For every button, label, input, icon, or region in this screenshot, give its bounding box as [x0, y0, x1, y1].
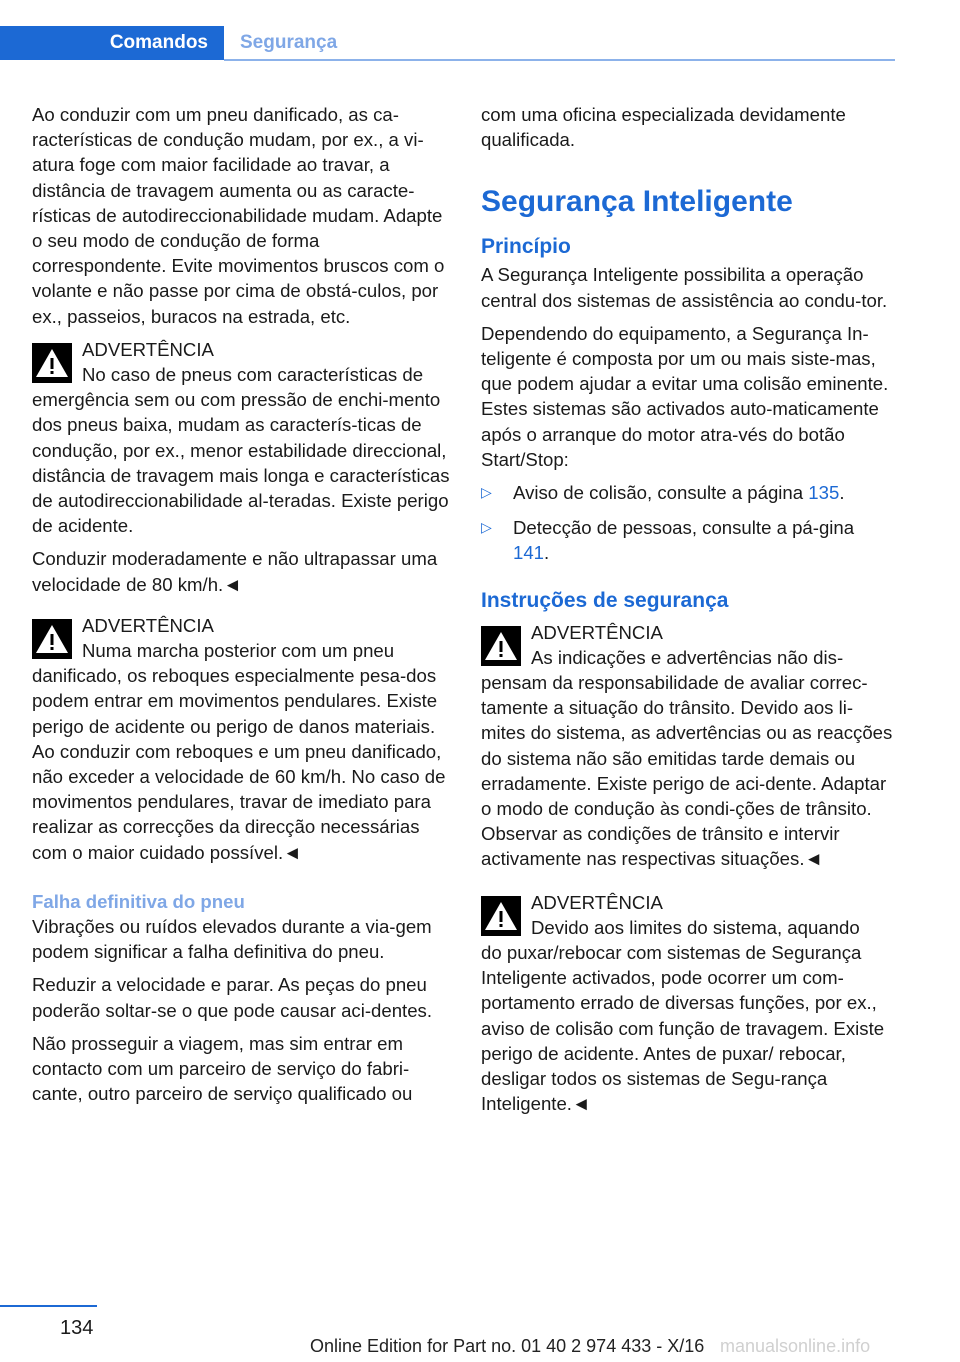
warning-body: emergência sem ou com pressão de enchi-mento dos pneus baixa, mudam as caracterís-ticas de condução, por ex., menor estabilidade direccional, distância de travagem mais longa e características de autodireccionabilidade al-teradas. Existe perigo de acidente.	[32, 389, 450, 537]
chapter-tabs	[0, 26, 895, 62]
page-link[interactable]: 141	[513, 542, 545, 564]
warning-title: ADVERTÊNCIA	[82, 338, 214, 360]
system-list	[481, 480, 895, 566]
warning-block	[481, 620, 895, 872]
tab-underline	[224, 59, 895, 61]
warning-body: pensam da responsabilidade de avaliar correc-tamente a situação do trânsito. Devido aos li-mites do sistema, as advertências ou as reacções do sistema não são emitidas tarde demais ou erradamente. Existe perigo de aci-dente. Adaptar o modo de condução às condi-ções de trânsito. Observar as condições de trânsito e intervir activamente nas respectivas situações.◄	[481, 672, 893, 870]
warning-first-line: Numa marcha posterior com um pneu	[82, 640, 395, 662]
warning-triangle-icon	[481, 626, 521, 666]
warning-title: ADVERTÊNCIA	[531, 621, 663, 643]
warning-first-line: No caso de pneus com características de	[82, 364, 424, 386]
warning-title: ADVERTÊNCIA	[531, 891, 663, 913]
subsection-heading: Princípio	[481, 235, 571, 259]
edition-footer: Online Edition for Part no. 01 40 2 974 433 - X/16	[310, 1336, 705, 1356]
list-item-text: Detecção de pessoas, consulte a pá-gina	[513, 517, 855, 539]
warning-body: danificado, os reboques especialmente pesa-dos podem entrar em movimentos pendulares. Existe perigo de acidente ou perigo de danos materiais. Ao conduzir com reboques e um pneu danificado, não exceder a velocidade de 60 km/h. No caso de movimentos pendulares, travar de imediato para realizar as correcções da direcção necessárias com o maior cuidado possível.◄	[32, 665, 446, 863]
warning-triangle-icon	[481, 896, 521, 936]
section-subheading: Falha definitiva do pneu	[32, 890, 245, 912]
warning-block	[32, 613, 450, 865]
paragraph: Dependendo do equipamento, a Segurança In-teligente é composta por um ou mais siste-mas, que podem ajudar a evitar uma colisão eminente. Estes sistemas são activados auto-maticamente após o arranque do motor atra-vés do botão Start/Stop:	[481, 322, 889, 470]
list-item-suffix: .	[839, 482, 845, 504]
page-number: 134	[60, 1317, 94, 1339]
section-title: Segurança Inteligente	[481, 185, 793, 219]
paragraph: Conduzir moderadamente e não ultrapassar uma velocidade de 80 km/h.◄	[32, 548, 438, 595]
paragraph: com uma oficina especializada devidamente qualificada.	[481, 104, 846, 151]
list-item	[481, 515, 895, 565]
paragraph: Reduzir a velocidade e parar. As peças do pneu poderão soltar-se o que pode causar aci-dentes.	[32, 974, 433, 1021]
right-column	[481, 102, 895, 1125]
warning-first-line: Devido aos limites do sistema, aquando	[531, 916, 860, 938]
page-number-rule	[0, 1305, 97, 1307]
paragraph: Ao conduzir com um pneu danificado, as ca-racterísticas de condução mudam, por ex., a vi-atura foge com maior facilidade ao travar, a distância de travagem aumenta ou as caracte-rísticas de autodireccionabilidade mudam. Adapte o seu modo de condução de forma correspondente. Evite movimentos bruscos com o volante e não passe por cima de obstá-culos, por ex., passeios, buracos na estrada, etc.	[32, 104, 445, 327]
paragraph: Não prosseguir a viagem, mas sim entrar em contacto com um parceiro de serviço do fabri-cante, outro parceiro de serviço qualificado ou	[32, 1032, 413, 1105]
list-item-text: Aviso de colisão, consulte a página	[513, 482, 809, 504]
watermark: manualsonline.info	[720, 1336, 871, 1356]
tab-comandos[interactable]: Comandos	[0, 26, 224, 60]
warning-first-line: As indicações e advertências não dis-	[531, 646, 844, 668]
tab-seguranca[interactable]: Segurança	[240, 32, 338, 53]
triangle-bullet-icon: ▷	[481, 519, 492, 536]
warning-triangle-icon	[32, 343, 72, 383]
page-link[interactable]: 135	[808, 482, 840, 504]
subsection-heading: Instruções de segurança	[481, 588, 729, 612]
paragraph: Vibrações ou ruídos elevados durante a via-gem podem significar a falha definitiva do pneu.	[32, 915, 432, 963]
warning-title: ADVERTÊNCIA	[82, 614, 214, 636]
warning-triangle-icon	[32, 619, 72, 659]
triangle-bullet-icon: ▷	[481, 484, 492, 501]
left-column	[32, 102, 450, 1114]
list-item	[481, 480, 895, 505]
list-item-suffix: .	[544, 542, 550, 564]
warning-block	[32, 337, 450, 539]
paragraph: A Segurança Inteligente possibilita a operação central dos sistemas de assistência ao condu-tor.	[481, 264, 888, 311]
warning-block	[481, 890, 895, 1117]
warning-body: do puxar/rebocar com sistemas de Segurança Inteligente activados, pode ocorrer um com-portamento errado de diversas funções, por ex., aviso de colisão com função de travagem. Existe perigo de acidente. Antes de puxar/ rebocar, desligar todos os sistemas de Segu-rança Inteligente.◄	[481, 942, 885, 1115]
